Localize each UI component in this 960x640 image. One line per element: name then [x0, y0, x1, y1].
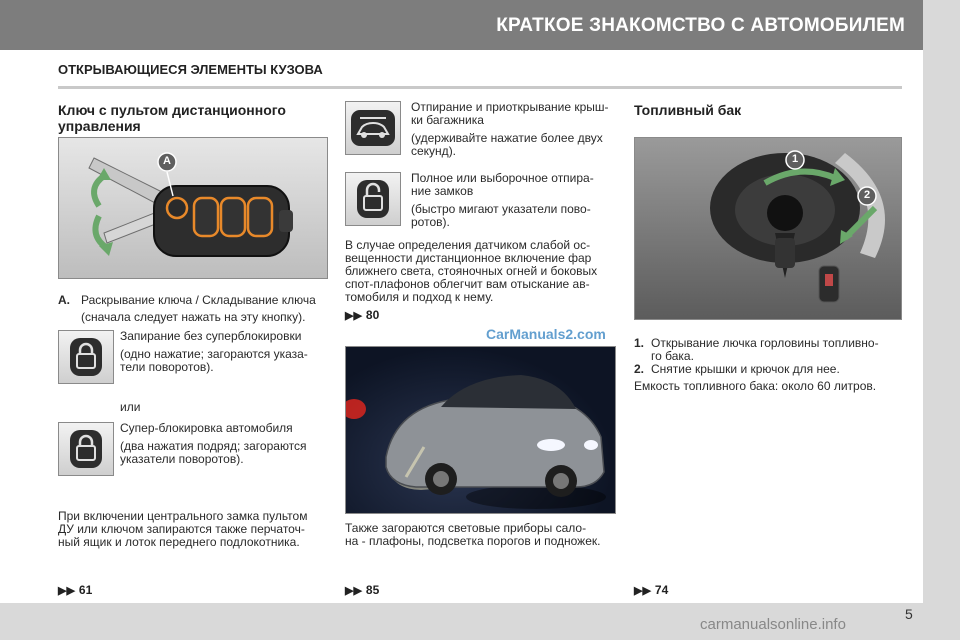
callout-1-label: 1 [791, 153, 799, 165]
ref-number: 85 [365, 583, 380, 597]
double-arrow-icon: ▶▶ [58, 585, 75, 597]
remote-key-illustration [59, 138, 328, 279]
lock-desc-line: (одно нажатие; загораются указа- [120, 347, 308, 361]
central-lock-paragraph [58, 510, 330, 549]
item-a-text [81, 294, 331, 324]
trunk-button-icon-box [345, 101, 401, 155]
callout-a-label: A [163, 155, 171, 167]
double-arrow-icon: ▶▶ [634, 585, 651, 597]
item1-marker-text: 1. [634, 336, 645, 350]
header-title: КРАТКОЕ ЗНАКОМСТВО С АВТОМОБИЛЕМ [496, 15, 905, 36]
item2-marker-text: 2. [634, 362, 645, 376]
trunk-line: (удерживайте нажатие более двух [411, 131, 603, 145]
detect-line: ближнего света, стояночных огней и боковых [345, 264, 598, 278]
fuel-item1-text [651, 337, 902, 363]
detect-line: томобиля и подход к нему. [345, 290, 494, 304]
item-a-line: (сначала следует нажать на эту кнопку). [81, 310, 306, 324]
central-line: ный ящик и лоток переднего подлокотника. [58, 535, 300, 549]
lock-text [120, 330, 330, 374]
page-number: 5 [905, 606, 913, 622]
detect-line: вещенности дистанционное включение фар [345, 251, 592, 265]
item-a-marker-text: A. [58, 293, 70, 307]
lock-title: Запирание без суперблокировки [120, 329, 302, 343]
car-illustration [346, 347, 616, 514]
central-line: При включении центрального замка пультом [58, 509, 308, 523]
trunk-line: секунд). [411, 144, 457, 158]
header-bar [0, 0, 923, 50]
superlock-desc-line: (два нажатия подряд; загораются [120, 439, 307, 453]
item1-line: го бака. [651, 349, 694, 363]
lock-button-icon-box [58, 330, 114, 384]
lock-desc-line: тели поворотов). [120, 360, 214, 374]
unlock-line: ние замков [411, 184, 474, 198]
section-title: ОТКРЫВАЮЩИЕСЯ ЭЛЕМЕНТЫ КУЗОВА [58, 62, 323, 77]
unlock-line: Полное или выборочное отпира- [411, 171, 594, 185]
fuel-filler-photo [634, 137, 902, 320]
trunk-line: ки багажника [411, 113, 484, 127]
callout-2-label: 2 [863, 189, 871, 201]
ref-link-85[interactable] [345, 583, 379, 597]
light-detection-paragraph [345, 239, 616, 304]
central-line: ДУ или ключом запираются также перчаточ- [58, 522, 305, 536]
item-a-line: Раскрывание ключа / Складывание ключа [81, 293, 316, 307]
or-text: или [120, 400, 141, 414]
item1-line: Открывание лючка горловины топливно- [651, 336, 879, 350]
unlock-text [411, 172, 616, 229]
also-line: Также загораются световые приборы сало- [345, 521, 587, 535]
unlock-line: ротов). [411, 215, 450, 229]
superlock-button-icon-box [58, 422, 114, 476]
ref-link-61[interactable] [58, 583, 92, 597]
remote-key-photo [58, 137, 328, 279]
section-divider [58, 86, 902, 89]
padlock-closed-icon [66, 428, 106, 470]
ref-number: 80 [365, 308, 380, 322]
fuel-capacity-text: Емкость топливного бака: около 60 литров. [634, 379, 877, 393]
ref-link-80[interactable] [345, 308, 379, 322]
trunk-line: Отпирание и приоткрывание крыш- [411, 100, 609, 114]
detect-line: спот-плафонов облегчит вам отыскание ав- [345, 277, 590, 291]
ref-link-74[interactable] [634, 583, 668, 597]
footer-watermark: carmanualsonline.info [700, 616, 846, 633]
also-line: на - плафоны, подсветка порогов и подножек. [345, 534, 601, 548]
superlock-desc-line: указатели поворотов). [120, 452, 244, 466]
padlock-closed-icon [66, 336, 106, 378]
double-arrow-icon: ▶▶ [345, 585, 362, 597]
unlock-line: (быстро мигают указатели пово- [411, 202, 591, 216]
fuel-item2-text: Снятие крышки и крючок для нее. [651, 362, 840, 376]
interior-lights-paragraph [345, 522, 616, 548]
ref-number: 61 [78, 583, 93, 597]
unlock-button-icon-box [345, 172, 401, 226]
watermark-text: CarManuals2.com [486, 326, 606, 342]
key-heading-line: управления [58, 118, 141, 134]
trunk-text [411, 101, 616, 158]
superlock-title: Супер-блокировка автомобиля [120, 421, 293, 435]
double-arrow-icon: ▶▶ [345, 310, 362, 322]
superlock-text [120, 422, 330, 466]
car-lights-photo [345, 346, 616, 514]
fuel-tank-heading: Топливный бак [634, 102, 742, 118]
item-a-marker [58, 294, 80, 307]
padlock-open-icon [353, 178, 393, 220]
key-heading [58, 102, 328, 134]
ref-number: 74 [654, 583, 669, 597]
car-trunk-icon [350, 108, 396, 148]
fuel-filler-illustration [635, 138, 902, 320]
key-heading-line: Ключ с пультом дистанционного [58, 102, 286, 118]
detect-line: В случае определения датчиком слабой ос- [345, 238, 591, 252]
